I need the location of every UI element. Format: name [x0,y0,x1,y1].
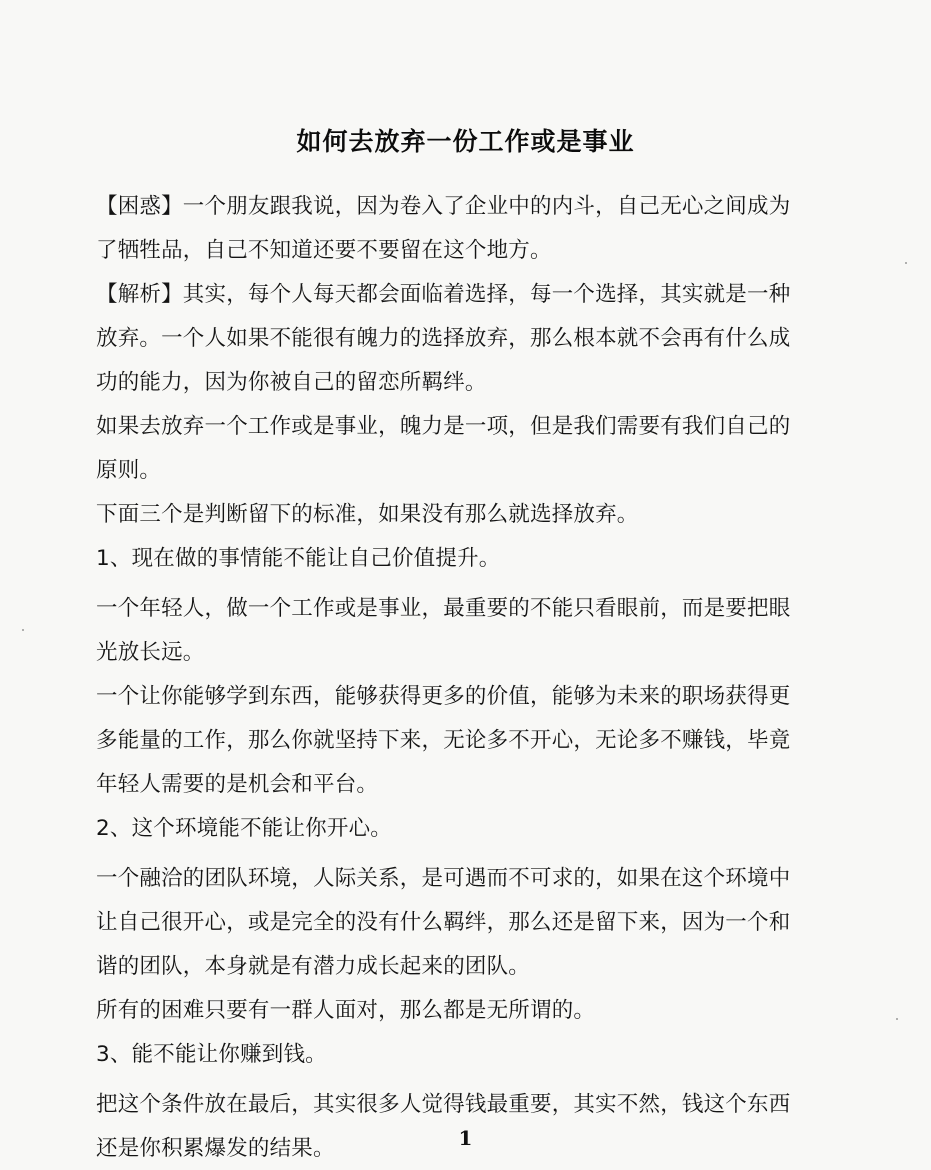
paragraph-team-environment: 一个融洽的团队环境，人际关系，是可遇而不可求的，如果在这个环境中让自己很开心，或是完全的没有什么羁绊，那么还是留下来，因为一个和谐的团队，本身就是有潜力成长起来的团队。 [96,866,791,979]
paragraph-money: 把这个条件放在最后，其实很多人觉得钱最重要，其实不然，钱这个东西还是你积累爆发的结果。 [96,1092,791,1161]
criterion-2-heading: 2、这个环境能不能让你开心。 [96,816,392,841]
scan-speck [896,1018,898,1020]
paragraph-principle: 如果去放弃一个工作或是事业，魄力是一项，但是我们需要有我们自己的原则。 [96,414,791,483]
scan-speck [22,629,24,631]
paragraph-analysis: 【解析】其实，每个人每天都会面临着选择，每一个选择，其实就是一种放弃。一个人如果不能很有魄力的选择放弃，那么根本就不会再有什么成功的能力，因为你被自己的留恋所羁绊。 [96,282,791,395]
document-body [96,185,808,1170]
page-number: 1 [458,1126,473,1150]
paragraph-learning-value: 一个让你能够学到东西，能够获得更多的价值，能够为未来的职场获得更多能量的工作，那么你就坚持下来，无论多不开心，无论多不赚钱，毕竟年轻人需要的是机会和平台。 [96,684,791,797]
criterion-3-heading: 3、能不能让你赚到钱。 [96,1042,327,1067]
paragraph-criteria-intro: 下面三个是判断留下的标准，如果没有那么就选择放弃。 [96,502,639,527]
paragraph-difficulties: 所有的困难只要有一群人面对，那么都是无所谓的。 [96,998,596,1023]
document-title: 如何去放弃一份工作或是事业 [296,127,635,156]
paragraph-young-person: 一个年轻人，做一个工作或是事业，最重要的不能只看眼前，而是要把眼光放长远。 [96,596,791,665]
paragraph-confusion: 【困惑】一个朋友跟我说，因为卷入了企业中的内斗，自己无心之间成为了牺牲品，自己不知道还要不要留在这个地方。 [96,194,791,263]
scan-speck [905,262,907,264]
criterion-1-heading: 1、现在做的事情能不能让自己价值提升。 [96,546,501,571]
